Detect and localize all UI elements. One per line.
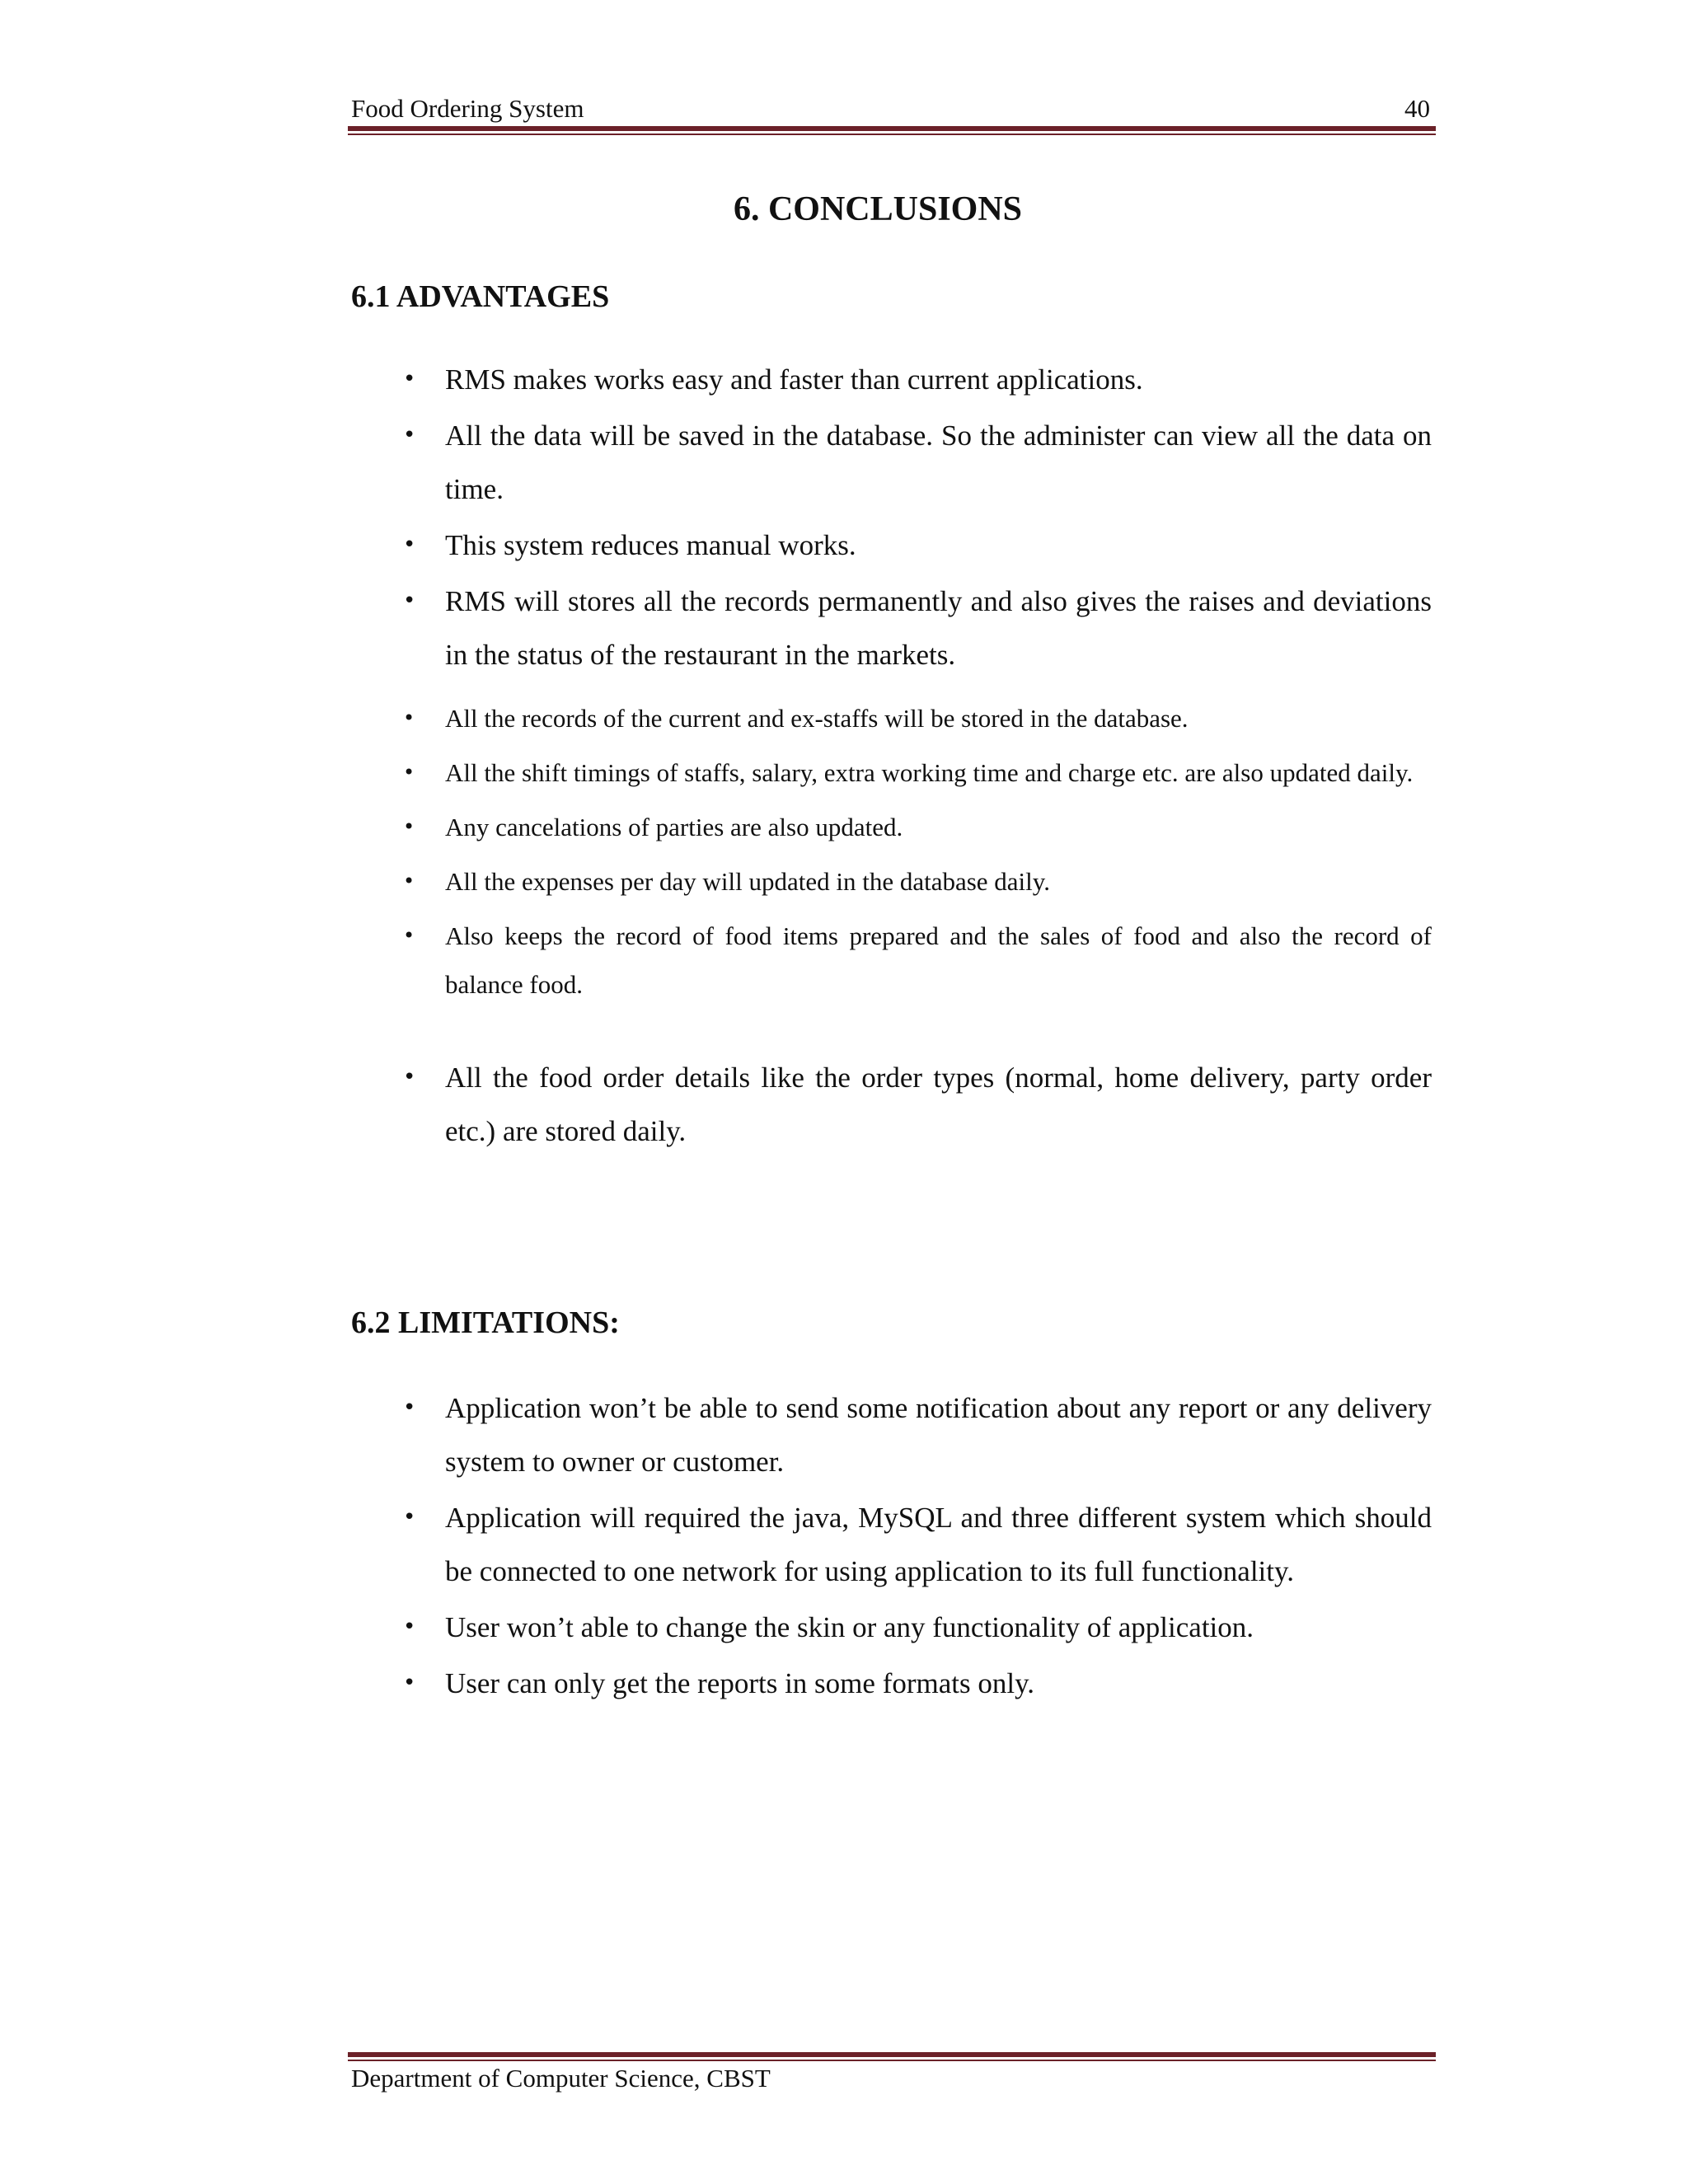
footer-text: Department of Computer Science, CBST xyxy=(351,2064,771,2093)
advantages-list-part-1 xyxy=(348,353,1432,684)
advantages-list-part-2 xyxy=(348,694,1432,1015)
limitations-heading: 6.2 LIMITATIONS: xyxy=(351,1305,620,1340)
list-item: • RMS makes works easy and faster than current applications. xyxy=(348,353,1432,406)
limitations-list xyxy=(348,1381,1432,1713)
bullet-icon: • xyxy=(403,1065,416,1090)
list-item: • All the shift timings of staffs, salary, extra working time and charge etc. are also updated daily. xyxy=(348,748,1432,797)
bullet-icon: • xyxy=(403,1395,416,1420)
header-page-number: 40 xyxy=(1404,94,1430,123)
header-title: Food Ordering System xyxy=(351,94,584,123)
bullet-icon: • xyxy=(403,706,415,729)
list-item: • User won’t able to change the skin or any functionality of application. xyxy=(348,1601,1432,1654)
bullet-icon: • xyxy=(403,815,415,838)
bullet-icon: • xyxy=(403,869,415,893)
list-item: • Application won’t be able to send some notification about any report or any delivery system to owner or customer. xyxy=(348,1381,1432,1488)
bullet-icon: • xyxy=(403,532,416,557)
footer-rule xyxy=(348,2052,1436,2061)
advantages-list-part-3 xyxy=(348,1051,1432,1160)
header-rule xyxy=(348,126,1436,135)
bullet-icon: • xyxy=(403,423,416,448)
bullet-icon: • xyxy=(403,588,416,613)
bullet-icon: • xyxy=(403,1615,416,1639)
list-item: • Any cancelations of parties are also updated. xyxy=(348,803,1432,851)
bullet-icon: • xyxy=(403,367,416,391)
list-item: • Also keeps the record of food items prepared and the sales of food and also the record of balance food. xyxy=(348,912,1432,1009)
list-item: • All the data will be saved in the database. So the administer can view all the data on time. xyxy=(348,409,1432,516)
chapter-title: 6. CONCLUSIONS xyxy=(733,190,1023,228)
list-item: • RMS will stores all the records permanently and also gives the raises and deviations in the status of the restaurant in the markets. xyxy=(348,574,1432,682)
list-item: • User can only get the reports in some formats only. xyxy=(348,1657,1432,1710)
list-item: • All the food order details like the order types (normal, home delivery, party order etc.) are stored daily. xyxy=(348,1051,1432,1158)
bullet-icon: • xyxy=(403,761,415,784)
list-item: • This system reduces manual works. xyxy=(348,518,1432,572)
advantages-heading: 6.1 ADVANTAGES xyxy=(351,279,610,314)
list-item: • All the records of the current and ex-staffs will be stored in the database. xyxy=(348,694,1432,743)
bullet-icon: • xyxy=(403,924,415,947)
bullet-icon: • xyxy=(403,1505,416,1530)
list-item: • Application will required the java, MySQL and three different system which should be connected to one network for using application to its full functionality. xyxy=(348,1491,1432,1598)
bullet-icon: • xyxy=(403,1671,416,1695)
list-item: • All the expenses per day will updated in the database daily. xyxy=(348,857,1432,906)
